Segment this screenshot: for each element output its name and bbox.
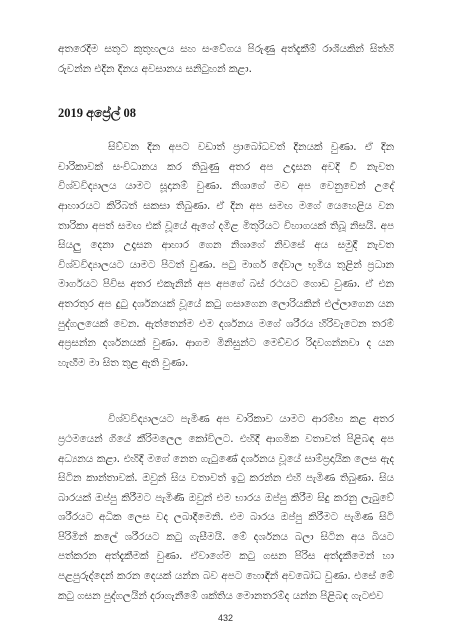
document-page — [58, 40, 394, 620]
spacer — [58, 121, 394, 138]
date-heading: 2019 අප්‍රේල් 08 — [58, 106, 136, 121]
opening-paragraph: අතරෙදීම සතුට කුතුහලය සහ සංවේගය පිරුණු අත්දැකීම් රාශියකින් සිත්හි රුවන්න එදින දිනය අවසානය සනිටුහන් කළා. — [58, 43, 394, 75]
spacer — [58, 373, 394, 410]
spacer — [58, 79, 394, 105]
page-number: 432 — [217, 613, 234, 623]
paragraph-university-visit: විශ්වවිද්‍යාලයට පැමිණ අප චාරිකාව යාමට ආරම්භ කළ අතර ප්‍රථමයෙන් ගියේ කීරිමලෙල කෝවිලට. එහිදී ආගමික වතාවත් පිළිබඳ අප අධ්‍යනය කළා. එහිදී මගේ නෙත ගැටුණේ දර්ශනය වූයේ සාම්ප්‍රදායික ලෙස ඇද සිටින කාන්තාවක්. ඔවුන් සිය වතාවත් ඉටු කරන්න එහි පැමිණ තිබුණා. සිය බාරයක් ඔප්පු කිරීමට පැමිණි ඔවුන් එම භාරය ඔප්පු කිරීම සිදු කරනු ලැබුවේ ශරීරයට අධික ලෙස වද ලබාදීමෙනි. එම බාරය ඔප්පු කිරීමට පැමිණ සිටි පිරිමින් කලේ ශරීරයට කටු ගැසීමයි. මේ දර්ශනය බලා සිටින අය බියට පත්කරන අත්දැකීමක් වුණා. ඒවාගේම කටු ගසන පිරිස අත්දැකීමෙන් හා පළපුරුද්දෙන් කරන දෙයක් යන්න බව අපට හොඳින් අවබෝධ වුණා. එසේ මේ කටු ගසන පුද්ගලයින් දරාගැනීමේ ශක්තිය මොනතරම්ද යන්න පිළිබඳ ගැටළුව — [58, 413, 394, 602]
paragraph-day-four: සිව්වන දින අපට වඩාත් ප්‍රාබෝධවත් දිනයක් වුණා. ඒ දින චාරිකාවක් සංවිධානය කර තිබුණු අතර අප උදෑසන අවදි වී නැවත විශ්වවිද්‍යාලය යාමට සූදානම් වුණා. නිශාගේ මව අප වෙනුවෙන් උදේ ආහාරයට කිරිබත් සකසා තිබුණා. ඒ දින අප සමඟ මගේ යෙහෙළිය වන තාරිකා අපත් සමඟ එක් වූයේ ඇගේ දමිළ මිතුරියට විහාගයක් තිබූ නිසයි. අප සියලු දෙනා උදෑසන ආහාර ගෙන නිශාගේ නිවසේ අය සමුදී නැවත විශ්වවිද්‍යාලයට යාමට පිටත් වුණා. පටු මාර්ග දේවාල භූමිය තුළින් ප්‍රධාන මාර්ගයට පිවිස අතර එකැනින් අප අපගේ බස් රථයට ගොඩ වුණා. ඒ එන අතරතුර අප දුටු දර්ශනයක් වූයේ කටු ගසාගෙන ලොරියකින් එල්ලාගෙන යන පුද්ගලයෙක් වෙන. ඇත්තෙන්ම එම දර්ශනය මගේ ශරීරය හිරිවැටෙන තරම් අප්‍රසන්න දර්ශනයක් වුණා. ආගම මිනිසුන්ට මෙච්චර රිදවගන්නවා ද යන හැඟීම මා සිත තුළ ඇති වුණා. — [58, 141, 394, 369]
